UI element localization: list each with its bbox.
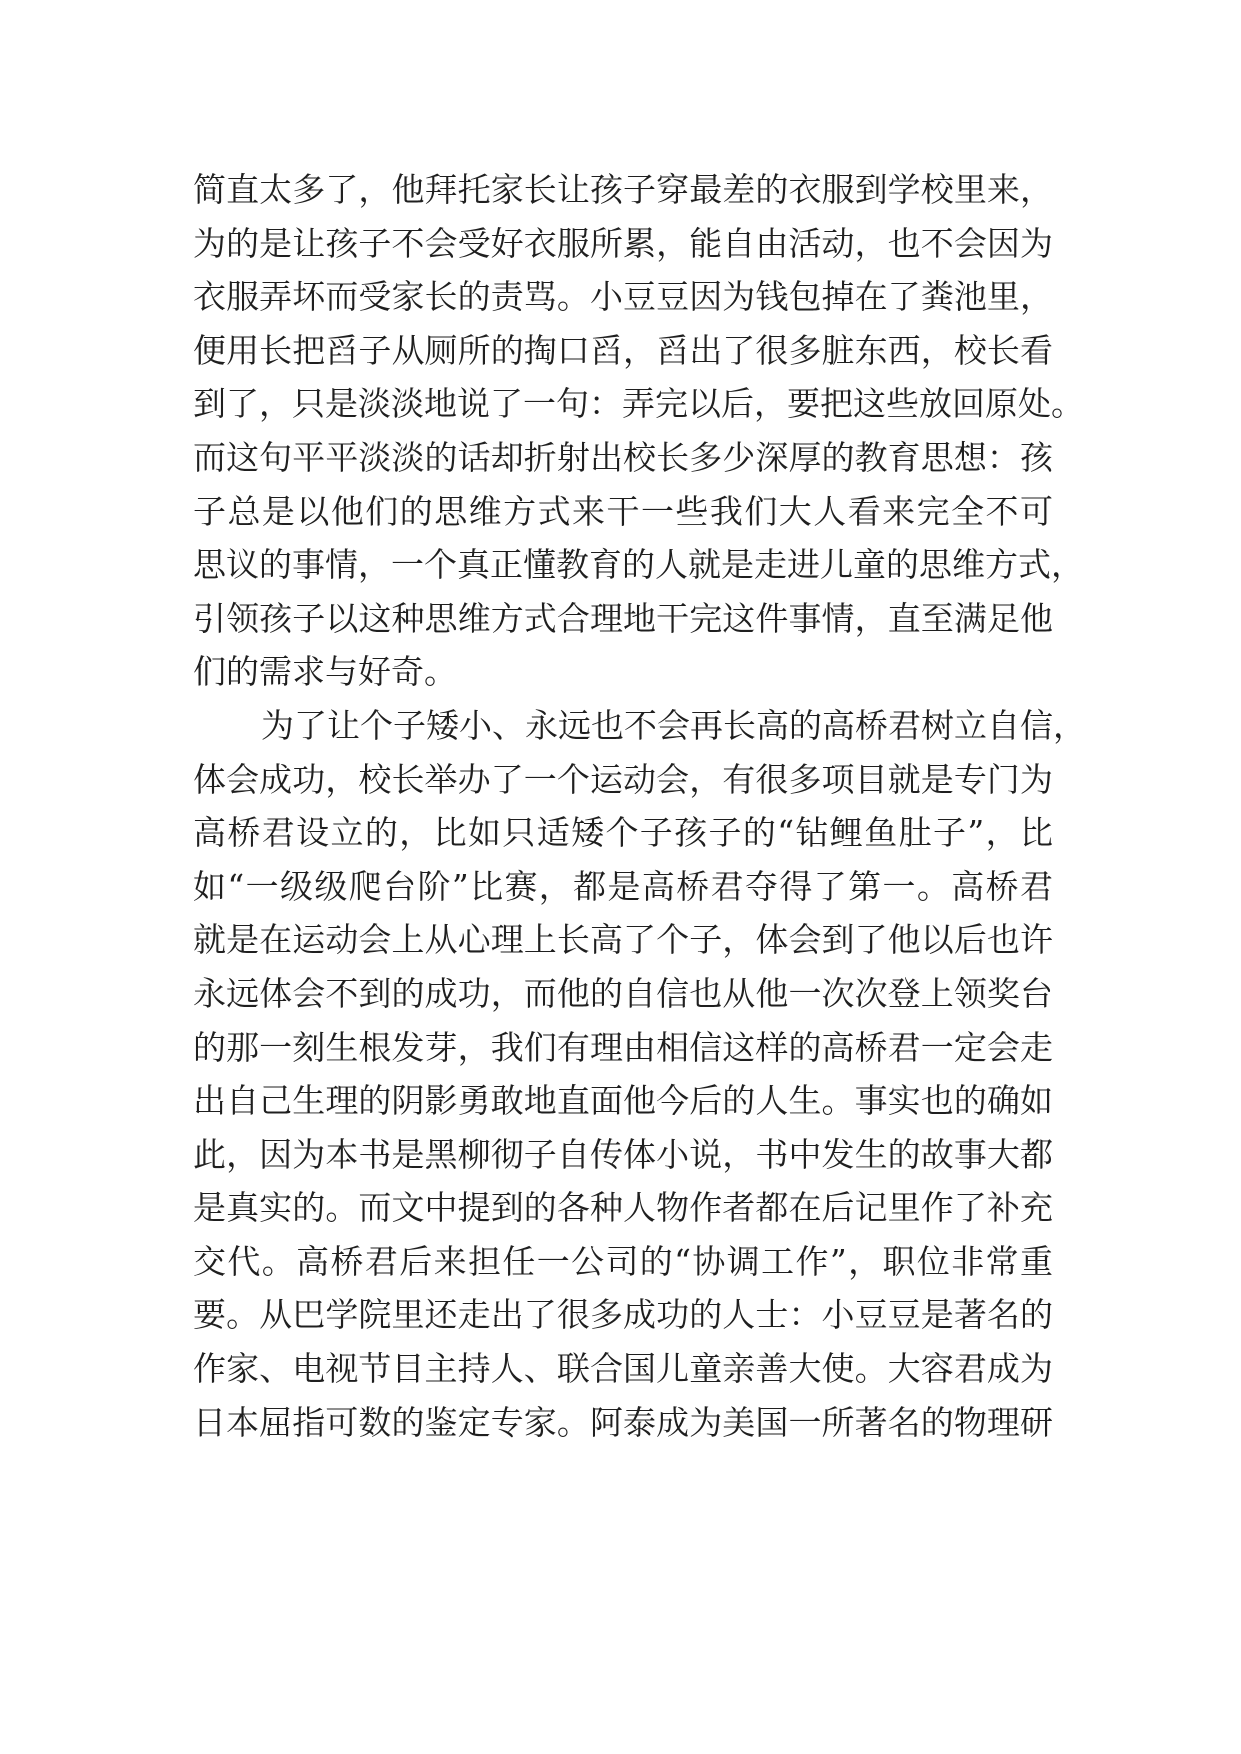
text-line: 要。从巴学院里还走出了很多成功的人士：小豆豆是著名的 (193, 1295, 1053, 1335)
text-line: 日本屈指可数的鉴定专家。阿泰成为美国一所著名的物理研 (193, 1402, 1053, 1442)
body-text (193, 163, 1086, 1449)
text-line: 永远体会不到的成功，而他的自信也从他一次次登上领奖台 (193, 973, 1053, 1013)
text-line: 高桥君设立的，比如只适矮个子孩子的“钻鲤鱼肚子”，比 (193, 813, 1053, 853)
text-line: 便用长把舀子从厕所的掏口舀，舀出了很多脏东西，校长看 (193, 330, 1053, 370)
text-line: 为的是让孩子不会受好衣服所累，能自由活动，也不会因为 (193, 223, 1053, 263)
text-line: 到了，只是淡淡地说了一句：弄完以后，要把这些放回原处。 (193, 384, 1084, 424)
text-line: 交代。高桥君后来担任一公司的“协调工作”，职位非常重 (193, 1241, 1053, 1281)
text-line: 如“一级级爬台阶”比赛，都是高桥君夺得了第一。高桥君 (193, 866, 1053, 906)
text-line: 引领孩子以这种思维方式合理地干完这件事情，直至满足他 (193, 598, 1053, 638)
paragraph-start-line: 为了让个子矮小、永远也不会再长高的高桥君树立自信， (261, 705, 1086, 745)
text-line: 思议的事情，一个真正懂教育的人就是走进儿童的思维方式， (193, 545, 1084, 585)
text-line: 的那一刻生根发芽，我们有理由相信这样的高桥君一定会走 (193, 1027, 1053, 1067)
text-line: 子总是以他们的思维方式来干一些我们大人看来完全不可 (193, 491, 1053, 531)
text-line: 出自己生理的阴影勇敢地直面他今后的人生。事实也的确如 (193, 1081, 1053, 1121)
text-line: 简直太多了，他拜托家长让孩子穿最差的衣服到学校里来， (193, 170, 1053, 209)
text-line: 是真实的。而文中提到的各种人物作者都在后记里作了补充 (193, 1188, 1053, 1228)
text-line: 衣服弄坏而受家长的责骂。小豆豆因为钱包掉在了粪池里， (193, 277, 1053, 317)
text-line: 而这句平平淡淡的话却折射出校长多少深厚的教育思想：孩 (193, 437, 1053, 477)
text-line: 作家、电视节目主持人、联合国儿童亲善大使。大容君成为 (193, 1349, 1053, 1389)
text-line: 此，因为本书是黑柳彻子自传体小说，书中发生的故事大都 (193, 1134, 1053, 1174)
text-line: 就是在运动会上从心理上长高了个子，体会到了他以后也许 (193, 920, 1053, 960)
text-line: 体会成功，校长举办了一个运动会，有很多项目就是专门为 (193, 759, 1053, 799)
text-line: 们的需求与好奇。 (193, 652, 457, 692)
